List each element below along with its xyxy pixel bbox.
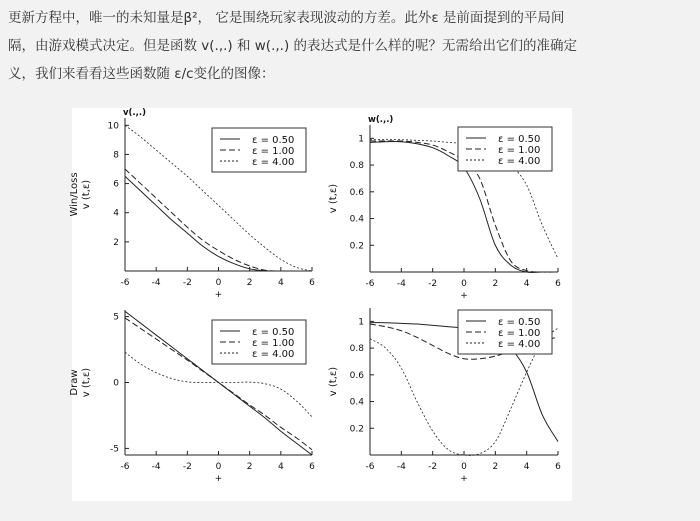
x-axis-label: + [460,474,468,484]
paragraph-line-1: 更新方程中，唯一的未知量是β²， 它是围绕玩家表现波动的方差。此外ε 是前面提到的平局间 [8,10,565,26]
x-tick-label: -4 [151,462,161,472]
y-tick-label: 10 [107,121,119,132]
paragraph-line-3: 义，我们来看看这些函数随 ε/c变化的图像： [8,66,275,82]
x-axis-label: + [214,290,223,300]
x-tick-label: -4 [396,462,406,472]
x-tick-label: 2 [492,462,499,472]
y-tick-label: 0.2 [349,241,364,252]
x-tick-label: -2 [428,279,438,289]
x-tick-label: -2 [428,462,438,472]
y-tick-label: 2 [113,237,119,248]
legend-label: ε = 4.00 [498,339,541,350]
x-tick-label: 6 [555,279,561,289]
y-axis-label: v (t,ε) [81,367,92,398]
legend-label: ε = 1.00 [252,338,295,349]
legend [458,127,552,171]
chart-title: v(.,.) [123,108,146,118]
legend-label: ε = 1.00 [252,146,295,157]
y-tick-label: 4 [113,208,119,219]
y-tick-label: 5 [113,312,119,323]
x-tick-label: 2 [492,279,499,289]
paragraph-line-2: 隔，由游戏模式决定。但是函数 v(.,.) 和 w(.,.) 的表达式是什么样的呢？无需给出它们的准确定 [8,38,578,54]
x-tick-label: 2 [246,462,253,472]
y-axis-label: Win/Loss [69,172,80,217]
y-tick-label: 0.6 [349,187,364,198]
chart-title: w(.,.) [368,115,394,125]
y-axis-label: v (t,ε) [81,179,92,210]
legend-label: ε = 4.00 [498,156,541,167]
x-tick-label: 2 [246,278,253,288]
legend-label: ε = 4.00 [252,349,295,360]
y-tick-label: 1 [358,134,364,145]
y-axis-label: Draw [69,369,80,396]
x-tick-label: -6 [120,278,130,288]
y-tick-label: 6 [113,179,119,190]
x-tick-label: 4 [523,462,530,472]
y-tick-label: 0 [113,378,119,389]
x-tick-label: 4 [277,278,284,288]
legend-label: ε = 0.50 [498,317,541,328]
x-tick-label: -6 [365,279,375,289]
y-tick-label: 0.4 [349,214,364,225]
y-tick-label: 0.8 [349,344,364,355]
x-tick-label: 0 [215,462,222,472]
y-tick-label: -5 [110,444,119,455]
x-tick-label: -6 [120,462,130,472]
legend-label: ε = 0.50 [252,135,295,146]
x-tick-label: 0 [215,278,222,288]
y-tick-label: 0.8 [349,161,364,172]
y-tick-label: 1 [358,317,364,328]
legend [212,320,306,364]
legend-label: ε = 1.00 [498,328,541,339]
legend [458,310,552,354]
x-tick-label: -4 [151,278,161,288]
legend-label: ε = 4.00 [252,157,295,168]
x-tick-label: -6 [365,462,375,472]
x-axis-label: + [214,474,223,484]
legend-label: ε = 1.00 [498,145,541,156]
y-axis-label: v (t,ε) [328,183,339,214]
x-tick-label: 0 [461,279,467,289]
y-axis-label: v (t,ε) [328,366,339,397]
y-tick-label: 8 [113,150,119,161]
x-tick-label: 6 [309,278,315,288]
x-tick-label: -2 [182,278,192,288]
y-tick-label: 0.6 [349,370,364,381]
legend-label: ε = 0.50 [252,327,295,338]
x-tick-label: 6 [555,462,561,472]
x-tick-label: 4 [523,279,530,289]
x-tick-label: 4 [277,462,284,472]
y-tick-label: 0.2 [349,424,364,435]
y-tick-label: 0.4 [349,397,364,408]
x-tick-label: -4 [396,279,406,289]
x-axis-label: + [460,291,468,301]
x-tick-label: 0 [461,462,467,472]
x-tick-label: 6 [309,462,315,472]
x-tick-label: -2 [182,462,192,472]
legend-label: ε = 0.50 [498,134,541,145]
legend [212,128,306,172]
